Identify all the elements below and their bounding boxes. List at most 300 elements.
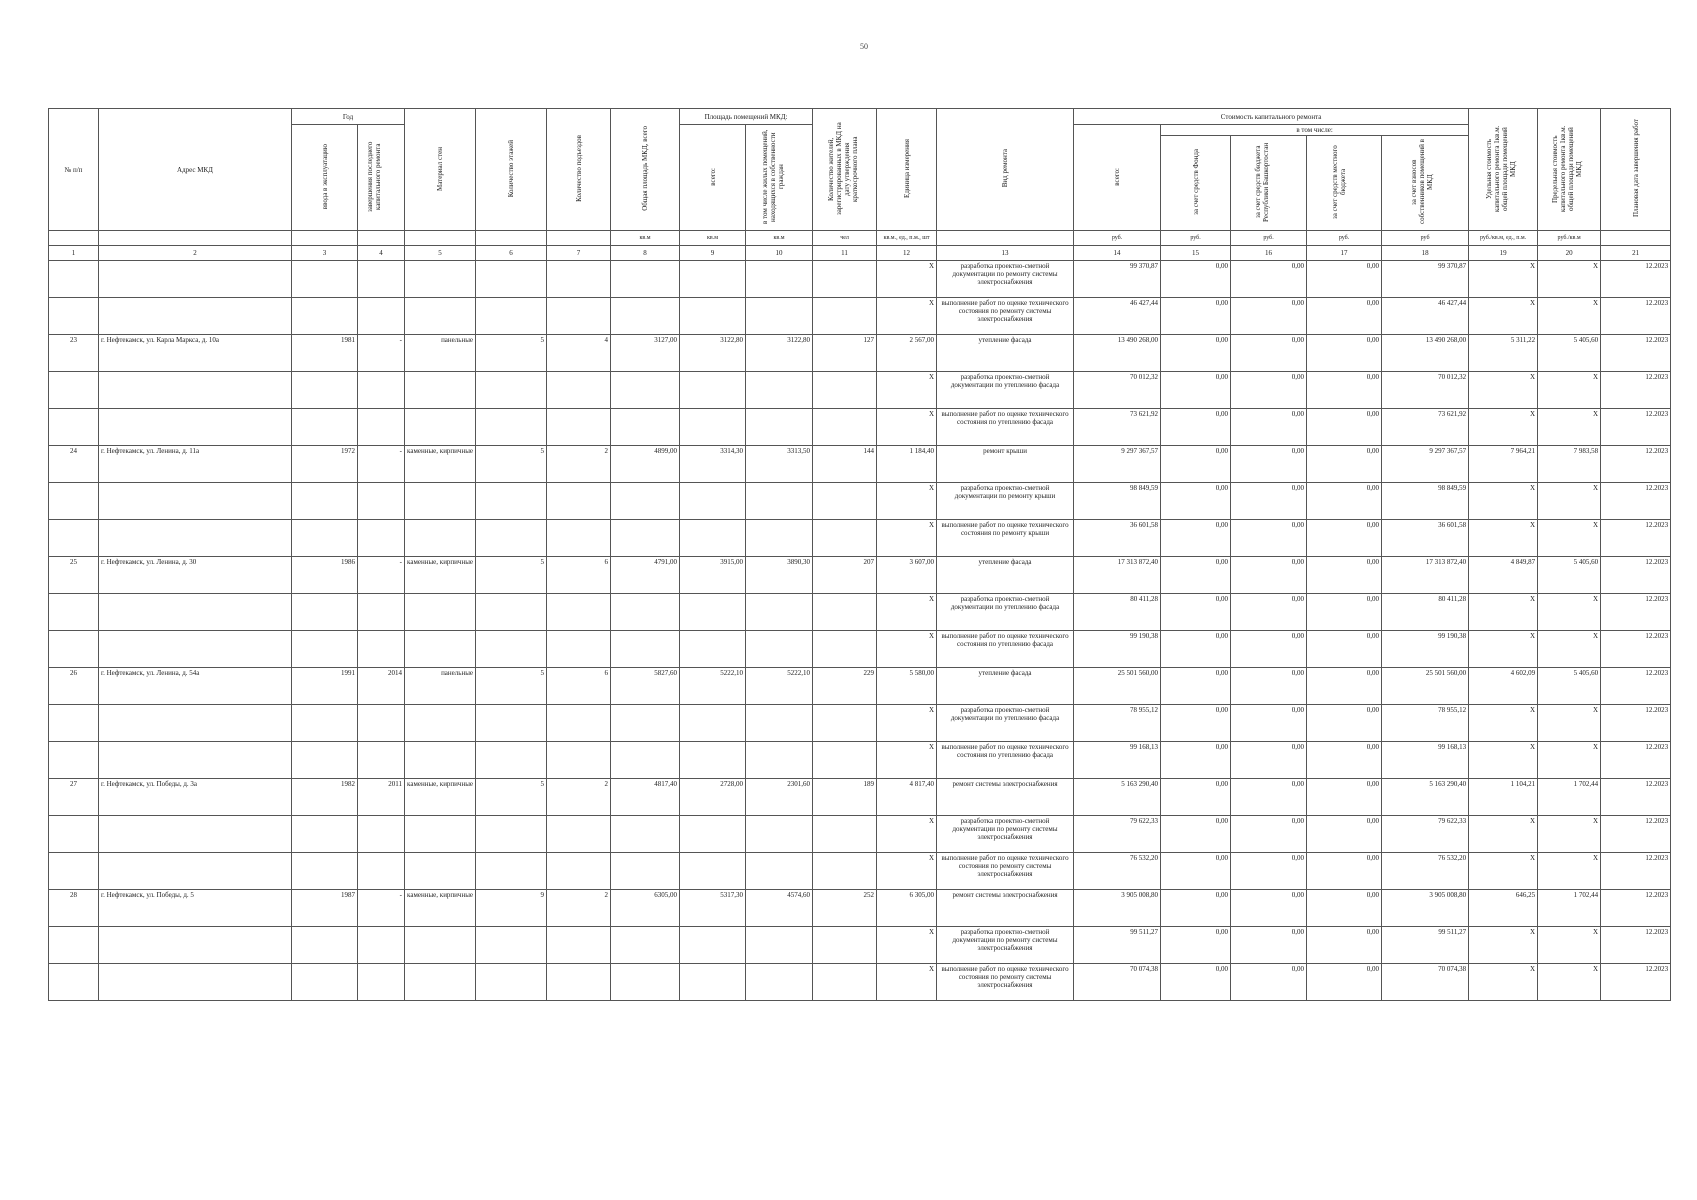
cell-res <box>813 520 877 557</box>
cell-c15: 0,00 <box>1161 964 1231 1001</box>
table-row <box>49 335 1671 372</box>
unit-cell: руб./кв.м <box>1538 231 1601 246</box>
cell-c17: 0,00 <box>1307 520 1382 557</box>
cell-res <box>813 298 877 335</box>
cell-no <box>49 409 99 446</box>
cell-c16: 0,00 <box>1231 779 1307 816</box>
cell-area <box>611 298 680 335</box>
cell-mat <box>405 261 476 298</box>
cell-c18: 76 532,20 <box>1382 853 1469 890</box>
cell-mat <box>405 927 476 964</box>
cell-c19: X <box>1469 594 1538 631</box>
cell-c20: X <box>1538 520 1601 557</box>
cell-c15: 0,00 <box>1161 927 1231 964</box>
cell-unit: X <box>877 372 937 409</box>
cell-c16: 0,00 <box>1231 816 1307 853</box>
cell-en: 2 <box>547 890 611 927</box>
units-row <box>49 231 1671 246</box>
cell-c18: 98 849,59 <box>1382 483 1469 520</box>
cell-c19: X <box>1469 631 1538 668</box>
cell-res: 229 <box>813 668 877 705</box>
unit-cell <box>937 231 1074 246</box>
cell-c18: 78 955,12 <box>1382 705 1469 742</box>
cell-c17: 0,00 <box>1307 335 1382 372</box>
unit-cell: руб. <box>1074 231 1161 246</box>
cell-work: разработка проектно-сметной документации по утеплению фасада <box>937 594 1074 631</box>
column-number: 7 <box>547 246 611 261</box>
table-row <box>49 631 1671 668</box>
cell-no: 27 <box>49 779 99 816</box>
cell-y1: 1986 <box>292 557 358 594</box>
page-number: 50 <box>860 42 868 51</box>
cell-mat <box>405 298 476 335</box>
cell-y1 <box>292 964 358 1001</box>
cell-unit: X <box>877 964 937 1001</box>
cell-pa <box>680 742 746 779</box>
table-row <box>49 816 1671 853</box>
cell-c16: 0,00 <box>1231 520 1307 557</box>
header-entrances: Количество подъездов <box>547 109 611 231</box>
column-numbers-row <box>49 246 1671 261</box>
cell-pa: 5317,30 <box>680 890 746 927</box>
cell-y1: 1981 <box>292 335 358 372</box>
cell-no <box>49 520 99 557</box>
cell-en <box>547 372 611 409</box>
cell-c14: 98 849,59 <box>1074 483 1161 520</box>
cell-c15: 0,00 <box>1161 742 1231 779</box>
cell-c18: 70 012,32 <box>1382 372 1469 409</box>
cell-fl: 5 <box>476 668 547 705</box>
cell-pa <box>680 298 746 335</box>
unit-cell <box>358 231 405 246</box>
cell-fl <box>476 631 547 668</box>
cell-pa: 2728,00 <box>680 779 746 816</box>
cell-fl <box>476 594 547 631</box>
cell-c21: 12.2023 <box>1601 372 1671 409</box>
cell-pr <box>746 964 813 1001</box>
cell-pa: 3122,80 <box>680 335 746 372</box>
table-row <box>49 261 1671 298</box>
cell-c18: 13 490 268,00 <box>1382 335 1469 372</box>
cell-c18: 73 621,92 <box>1382 409 1469 446</box>
cell-c20: X <box>1538 853 1601 890</box>
cell-en <box>547 964 611 1001</box>
cell-fl: 9 <box>476 890 547 927</box>
cell-addr <box>99 705 292 742</box>
cell-pa <box>680 372 746 409</box>
cell-c19: X <box>1469 705 1538 742</box>
unit-cell: кв.м <box>746 231 813 246</box>
cell-fl <box>476 298 547 335</box>
cell-en <box>547 816 611 853</box>
cell-res: 207 <box>813 557 877 594</box>
cell-res: 144 <box>813 446 877 483</box>
cell-y1 <box>292 816 358 853</box>
cell-mat <box>405 964 476 1001</box>
cell-c18: 5 163 290,40 <box>1382 779 1469 816</box>
cell-area <box>611 816 680 853</box>
cell-c16: 0,00 <box>1231 409 1307 446</box>
cell-c17: 0,00 <box>1307 668 1382 705</box>
cell-no: 24 <box>49 446 99 483</box>
cell-addr <box>99 853 292 890</box>
cell-area: 4899,00 <box>611 446 680 483</box>
cell-mat <box>405 816 476 853</box>
cell-addr <box>99 261 292 298</box>
cell-area: 3127,00 <box>611 335 680 372</box>
cell-work: разработка проектно-сметной документации по ремонту системы электроснабжения <box>937 816 1074 853</box>
cell-unit: 2 567,00 <box>877 335 937 372</box>
cell-c21: 12.2023 <box>1601 520 1671 557</box>
cell-pa <box>680 853 746 890</box>
unit-cell: руб./кв.м, ед., п.м. <box>1469 231 1538 246</box>
cell-fl: 5 <box>476 779 547 816</box>
cell-y1: 1991 <box>292 668 358 705</box>
cell-c15: 0,00 <box>1161 372 1231 409</box>
cell-area: 4817,40 <box>611 779 680 816</box>
cell-en <box>547 705 611 742</box>
cell-c18: 70 074,38 <box>1382 964 1469 1001</box>
repair-plan-table <box>48 108 1671 1001</box>
header-no: № п/п <box>49 109 99 231</box>
cell-pa <box>680 594 746 631</box>
cell-y2 <box>358 631 405 668</box>
cell-c17: 0,00 <box>1307 853 1382 890</box>
cell-pa <box>680 261 746 298</box>
cell-c20: X <box>1538 409 1601 446</box>
unit-cell: руб <box>1382 231 1469 246</box>
cell-c16: 0,00 <box>1231 335 1307 372</box>
cell-unit: X <box>877 705 937 742</box>
cell-c17: 0,00 <box>1307 964 1382 1001</box>
cell-c15: 0,00 <box>1161 668 1231 705</box>
cell-c15: 0,00 <box>1161 631 1231 668</box>
cell-c20: X <box>1538 705 1601 742</box>
cell-y1 <box>292 483 358 520</box>
cell-res <box>813 742 877 779</box>
cell-y1 <box>292 705 358 742</box>
unit-cell: кв.м., ед., п.м., шт <box>877 231 937 246</box>
cell-c16: 0,00 <box>1231 483 1307 520</box>
cell-work: разработка проектно-сметной документации по утеплению фасада <box>937 372 1074 409</box>
table-row <box>49 594 1671 631</box>
cell-addr <box>99 927 292 964</box>
cell-work: утепление фасада <box>937 668 1074 705</box>
cell-en: 2 <box>547 446 611 483</box>
unit-cell: чел <box>813 231 877 246</box>
cell-c21: 12.2023 <box>1601 927 1671 964</box>
cell-c21: 12.2023 <box>1601 964 1671 1001</box>
header-cost-incl: в том числе: <box>1161 125 1469 136</box>
cell-c15: 0,00 <box>1161 890 1231 927</box>
cell-c16: 0,00 <box>1231 964 1307 1001</box>
cell-y2 <box>358 261 405 298</box>
cell-fl: 5 <box>476 557 547 594</box>
cell-pr <box>746 409 813 446</box>
cell-y1 <box>292 594 358 631</box>
cell-area <box>611 520 680 557</box>
cell-c14: 99 190,38 <box>1074 631 1161 668</box>
cell-no <box>49 372 99 409</box>
cell-pa <box>680 520 746 557</box>
cell-mat <box>405 594 476 631</box>
column-number: 17 <box>1307 246 1382 261</box>
cell-no <box>49 742 99 779</box>
cell-y2 <box>358 520 405 557</box>
cell-res <box>813 483 877 520</box>
header-premises-residents: в том числе жилых помещений, находящихся в собственности граждан <box>746 125 813 231</box>
cell-unit: X <box>877 816 937 853</box>
cell-c15: 0,00 <box>1161 483 1231 520</box>
unit-cell <box>476 231 547 246</box>
cell-fl <box>476 927 547 964</box>
cell-c17: 0,00 <box>1307 594 1382 631</box>
cell-mat: каменные, кирпичные <box>405 446 476 483</box>
cell-c21: 12.2023 <box>1601 335 1671 372</box>
unit-cell <box>99 231 292 246</box>
cell-c19: 646,25 <box>1469 890 1538 927</box>
header-cost-group: Стоимость капитального ремонта <box>1074 109 1469 125</box>
cell-en: 6 <box>547 557 611 594</box>
cell-addr: г. Нефтекамск, ул. Ленина, д. 30 <box>99 557 292 594</box>
cell-pr <box>746 853 813 890</box>
cell-c17: 0,00 <box>1307 557 1382 594</box>
cell-addr <box>99 483 292 520</box>
cell-addr <box>99 964 292 1001</box>
cell-unit: X <box>877 594 937 631</box>
cell-unit: 4 817,40 <box>877 779 937 816</box>
cell-c18: 79 622,33 <box>1382 816 1469 853</box>
cell-pr: 4574,60 <box>746 890 813 927</box>
cell-y1 <box>292 927 358 964</box>
cell-c15: 0,00 <box>1161 409 1231 446</box>
cell-y2: - <box>358 557 405 594</box>
cell-y2: - <box>358 890 405 927</box>
column-number: 5 <box>405 246 476 261</box>
cell-no: 23 <box>49 335 99 372</box>
cell-c14: 17 313 872,40 <box>1074 557 1161 594</box>
cell-area <box>611 705 680 742</box>
cell-c17: 0,00 <box>1307 409 1382 446</box>
cell-c18: 46 427,44 <box>1382 298 1469 335</box>
cell-res: 127 <box>813 335 877 372</box>
table-row <box>49 298 1671 335</box>
cell-y2: 2014 <box>358 668 405 705</box>
cell-c18: 3 905 008,80 <box>1382 890 1469 927</box>
cell-c21: 12.2023 <box>1601 298 1671 335</box>
cell-c16: 0,00 <box>1231 372 1307 409</box>
cell-pr <box>746 816 813 853</box>
cell-c14: 79 622,33 <box>1074 816 1161 853</box>
unit-cell: руб. <box>1231 231 1307 246</box>
cell-c14: 99 370,87 <box>1074 261 1161 298</box>
cell-c21: 12.2023 <box>1601 446 1671 483</box>
cell-y1 <box>292 853 358 890</box>
cell-en: 4 <box>547 335 611 372</box>
cell-unit: X <box>877 409 937 446</box>
cell-c14: 70 012,32 <box>1074 372 1161 409</box>
cell-mat <box>405 853 476 890</box>
cell-area <box>611 372 680 409</box>
cell-fl <box>476 742 547 779</box>
column-number: 1 <box>49 246 99 261</box>
cell-y1 <box>292 409 358 446</box>
cell-c16: 0,00 <box>1231 446 1307 483</box>
cell-c18: 36 601,58 <box>1382 520 1469 557</box>
cell-c19: X <box>1469 298 1538 335</box>
column-number: 6 <box>476 246 547 261</box>
cell-c21: 12.2023 <box>1601 409 1671 446</box>
cell-en <box>547 594 611 631</box>
cell-y2 <box>358 927 405 964</box>
table-row <box>49 446 1671 483</box>
cell-work: выполнение работ по оценке технического состояния по ремонту крыши <box>937 520 1074 557</box>
cell-en <box>547 631 611 668</box>
cell-c16: 0,00 <box>1231 853 1307 890</box>
cell-unit: X <box>877 520 937 557</box>
cell-c15: 0,00 <box>1161 261 1231 298</box>
cell-c16: 0,00 <box>1231 557 1307 594</box>
cell-unit: 6 305,00 <box>877 890 937 927</box>
cell-c18: 9 297 367,57 <box>1382 446 1469 483</box>
cell-fl <box>476 483 547 520</box>
cell-en <box>547 261 611 298</box>
cell-c19: X <box>1469 372 1538 409</box>
cell-addr: г. Нефтекамск, ул. Ленина, д. 54а <box>99 668 292 705</box>
header-cost-local: за счет средств местного бюджета <box>1307 136 1382 231</box>
header-year-last-repair: завершения последнего капитального ремонта <box>358 125 405 231</box>
cell-c19: 5 311,22 <box>1469 335 1538 372</box>
table-row <box>49 668 1671 705</box>
cell-mat <box>405 372 476 409</box>
cell-c21: 12.2023 <box>1601 261 1671 298</box>
cell-c18: 99 511,27 <box>1382 927 1469 964</box>
table-header <box>49 109 1671 261</box>
cell-c19: 4 849,87 <box>1469 557 1538 594</box>
cell-pa <box>680 816 746 853</box>
cell-pr <box>746 594 813 631</box>
cell-c15: 0,00 <box>1161 594 1231 631</box>
cell-y2: 2011 <box>358 779 405 816</box>
cell-c21: 12.2023 <box>1601 483 1671 520</box>
cell-c21: 12.2023 <box>1601 742 1671 779</box>
cell-pr <box>746 927 813 964</box>
cell-fl <box>476 853 547 890</box>
cell-fl <box>476 372 547 409</box>
cell-c18: 25 501 560,00 <box>1382 668 1469 705</box>
column-number: 19 <box>1469 246 1538 261</box>
table-body <box>49 261 1671 1001</box>
cell-mat: каменные, кирпичные <box>405 557 476 594</box>
column-number: 11 <box>813 246 877 261</box>
cell-en <box>547 520 611 557</box>
cell-en <box>547 742 611 779</box>
table-row <box>49 409 1671 446</box>
cell-c14: 70 074,38 <box>1074 964 1161 1001</box>
cell-pr <box>746 742 813 779</box>
cell-no <box>49 631 99 668</box>
header-cost-fund: за счет средств Фонда <box>1161 136 1231 231</box>
cell-no <box>49 705 99 742</box>
cell-pa: 5222,10 <box>680 668 746 705</box>
cell-res <box>813 705 877 742</box>
cell-c16: 0,00 <box>1231 594 1307 631</box>
cell-pa: 3314,30 <box>680 446 746 483</box>
cell-pa <box>680 927 746 964</box>
column-number: 14 <box>1074 246 1161 261</box>
cell-c14: 13 490 268,00 <box>1074 335 1161 372</box>
cell-pr: 3313,50 <box>746 446 813 483</box>
cell-c19: 4 602,09 <box>1469 668 1538 705</box>
cell-fl: 5 <box>476 335 547 372</box>
column-number: 20 <box>1538 246 1601 261</box>
cell-mat <box>405 742 476 779</box>
cell-mat: панельные <box>405 335 476 372</box>
header-cost-total: всего: <box>1074 125 1161 231</box>
cell-work: разработка проектно-сметной документации по ремонту крыши <box>937 483 1074 520</box>
cell-no <box>49 964 99 1001</box>
cell-c21: 12.2023 <box>1601 594 1671 631</box>
cell-c14: 25 501 560,00 <box>1074 668 1161 705</box>
cell-c20: 5 405,60 <box>1538 335 1601 372</box>
cell-c14: 99 168,13 <box>1074 742 1161 779</box>
table-row <box>49 964 1671 1001</box>
cell-fl <box>476 261 547 298</box>
cell-no <box>49 853 99 890</box>
cell-c15: 0,00 <box>1161 335 1231 372</box>
cell-unit: X <box>877 298 937 335</box>
cell-c17: 0,00 <box>1307 446 1382 483</box>
unit-cell <box>405 231 476 246</box>
cell-c14: 36 601,58 <box>1074 520 1161 557</box>
cell-unit: X <box>877 261 937 298</box>
cell-pa: 3915,00 <box>680 557 746 594</box>
column-number: 8 <box>611 246 680 261</box>
cell-unit: X <box>877 631 937 668</box>
table-row <box>49 372 1671 409</box>
cell-addr <box>99 742 292 779</box>
cell-c18: 80 411,28 <box>1382 594 1469 631</box>
cell-addr <box>99 372 292 409</box>
table-row <box>49 483 1671 520</box>
cell-c15: 0,00 <box>1161 446 1231 483</box>
column-number: 18 <box>1382 246 1469 261</box>
cell-res: 252 <box>813 890 877 927</box>
cell-c16: 0,00 <box>1231 890 1307 927</box>
column-number: 9 <box>680 246 746 261</box>
table-row <box>49 742 1671 779</box>
cell-mat: каменные, кирпичные <box>405 779 476 816</box>
column-number: 15 <box>1161 246 1231 261</box>
cell-c14: 78 955,12 <box>1074 705 1161 742</box>
cell-c17: 0,00 <box>1307 927 1382 964</box>
cell-area <box>611 631 680 668</box>
table-row <box>49 927 1671 964</box>
cell-c14: 46 427,44 <box>1074 298 1161 335</box>
cell-unit: 3 607,00 <box>877 557 937 594</box>
table-row <box>49 779 1671 816</box>
cell-c21: 12.2023 <box>1601 705 1671 742</box>
cell-pr <box>746 298 813 335</box>
header-max-cost: Предельная стоимость капитального ремонта 1кв.м. общей площади помещений МКД <box>1538 109 1601 231</box>
cell-area <box>611 742 680 779</box>
cell-unit: X <box>877 927 937 964</box>
cell-area <box>611 261 680 298</box>
cell-y1 <box>292 298 358 335</box>
cell-fl: 5 <box>476 446 547 483</box>
cell-area: 4791,00 <box>611 557 680 594</box>
cell-work: разработка проектно-сметной документации по утеплению фасада <box>937 705 1074 742</box>
